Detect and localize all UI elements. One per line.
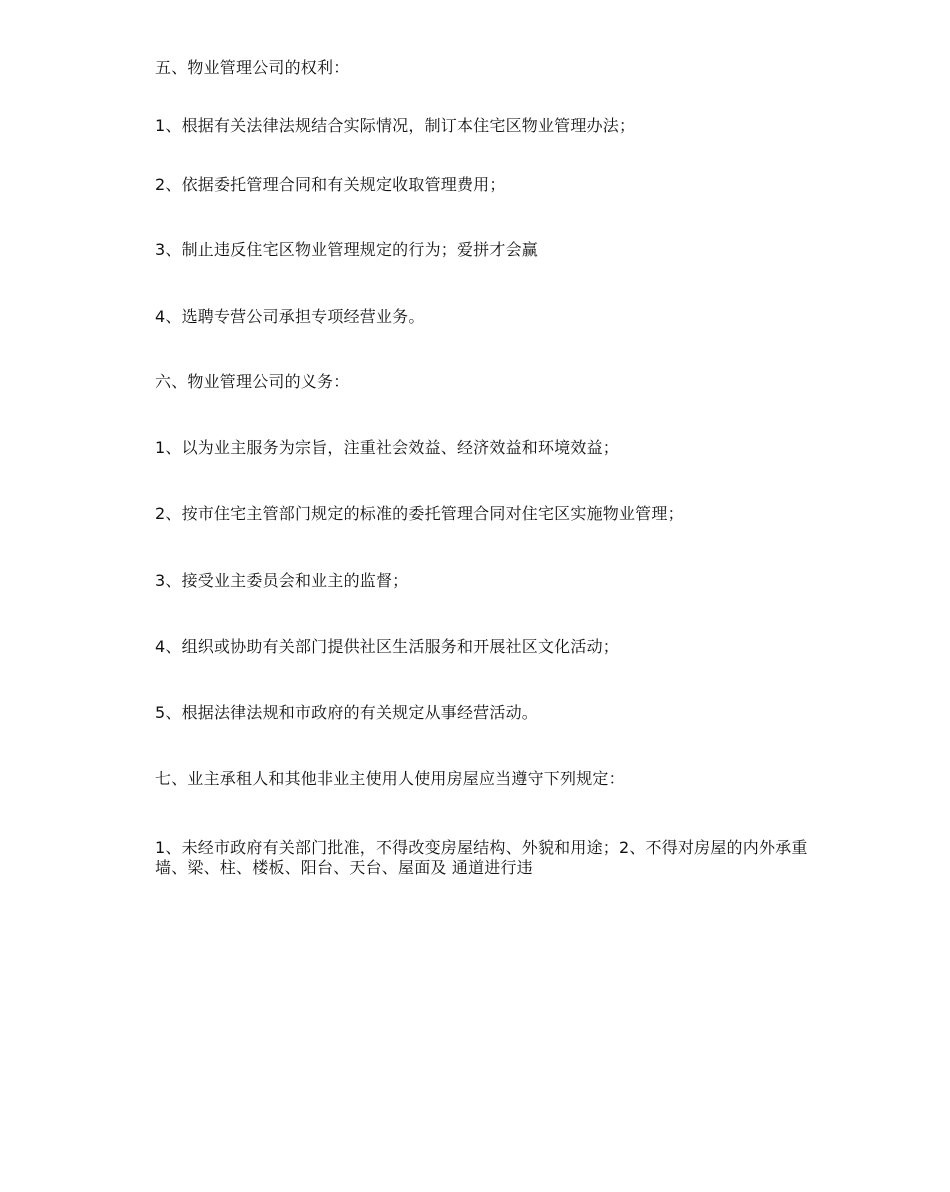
list-item: 5、根据法律法规和市政府的有关规定从事经营活动。 <box>155 703 538 722</box>
list-item: 4、组织或协助有关部门提供社区生活服务和开展社区文化活动； <box>155 637 619 656</box>
section-heading-rights: 五、物业管理公司的权利： <box>155 58 350 77</box>
list-item: 3、制止违反住宅区物业管理规定的行为；爱拼才会赢 <box>155 240 538 259</box>
section-heading-obligations: 六、物业管理公司的义务： <box>155 372 350 391</box>
body-paragraph: 1、未经市政府有关部门批准，不得改变房屋结构、外貌和用途；2、不得对房屋的内外承重墙、梁、柱、楼板、阳台、天台、屋面及 通道进行违 <box>155 838 808 877</box>
list-item: 1、根据有关法律法规结合实际情况，制订本住宅区物业管理办法； <box>155 116 636 135</box>
section-heading-regulations: 七、业主承租人和其他非业主使用人使用房屋应当遵守下列规定： <box>155 769 625 788</box>
list-item: 3、接受业主委员会和业主的监督； <box>155 571 409 590</box>
list-item: 1、以为业主服务为宗旨，注重社会效益、经济效益和环境效益； <box>155 438 619 457</box>
list-item: 2、依据委托管理合同和有关规定收取管理费用； <box>155 175 506 194</box>
list-item: 4、选聘专营公司承担专项经营业务。 <box>155 307 425 326</box>
list-item: 2、按市住宅主管部门规定的标准的委托管理合同对住宅区实施物业管理； <box>155 504 684 523</box>
